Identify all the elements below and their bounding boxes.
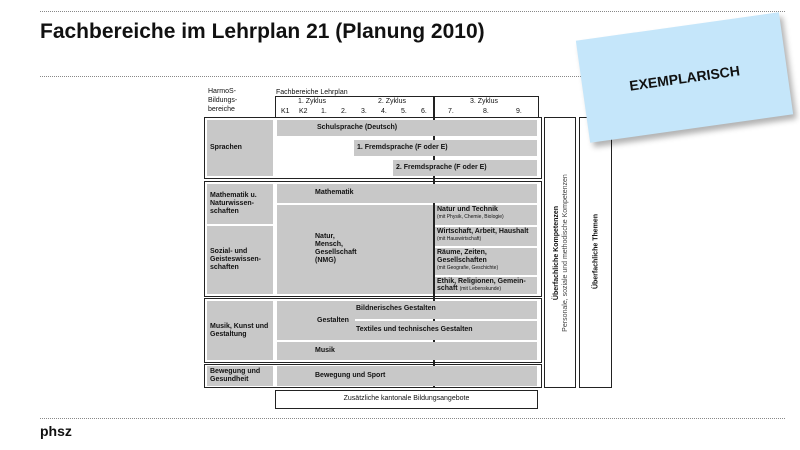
fremdsprache-1-bar: 1. Fremdsprache (F oder E) <box>354 140 537 156</box>
harmos-header-3: bereiche <box>208 106 235 113</box>
grade-label: 8. <box>483 108 489 115</box>
grade-label: K2 <box>299 108 308 115</box>
slide-title: Fachbereiche im Lehrplan 21 (Planung 2010) <box>40 20 485 43</box>
grade-label: 4. <box>381 108 387 115</box>
grade-label: 2. <box>341 108 347 115</box>
sticky-note <box>576 12 793 143</box>
title-divider <box>40 76 585 77</box>
kompetenzen-sub: Personale, soziale und methodische Kompetenzen <box>562 174 569 332</box>
wah-sub: (mit Hauswirtschaft) <box>437 236 482 242</box>
grade-label: 3. <box>361 108 367 115</box>
wah-cell <box>435 227 537 246</box>
mathematik-bar: Mathematik <box>277 184 537 203</box>
gestalten-bar: Gestalten <box>277 301 355 340</box>
themen-box <box>579 117 612 388</box>
zyklus-2: 2. Zyklus <box>378 98 407 105</box>
grade-label: 5. <box>401 108 407 115</box>
schulsprache-bar: Schulsprache (Deutsch) <box>277 120 537 136</box>
erg-sub: (mit Lebenskunde) <box>459 286 501 292</box>
sprachen-label: Sprachen <box>207 120 273 176</box>
sozial-label: Sozial- und Geisteswissen-schaften <box>207 226 273 294</box>
kompetenzen-title: Überfachliche Kompetenzen <box>553 205 560 301</box>
kompetenzen-text <box>552 133 570 373</box>
rzg-label: Räume, Zeiten, Gesellschaften <box>437 249 487 264</box>
kompetenzen-box <box>544 117 576 388</box>
grade-label: 1. <box>321 108 327 115</box>
musik-bar: Musik <box>277 342 537 360</box>
textil-bar: Textiles und technisches Gestalten <box>355 321 537 340</box>
top-divider <box>40 11 785 12</box>
grade-label: K1 <box>281 108 290 115</box>
rzg-cell <box>435 248 537 275</box>
kantonal-box: Zusätzliche kantonale Bildungsangebote <box>275 390 538 409</box>
sticky-note-text: EXEMPLARISCH <box>628 61 741 94</box>
harmos-header-2: Bildungs- <box>208 97 238 104</box>
bildnerisch-bar: Bildnerisches Gestalten <box>355 301 537 319</box>
nmg-bar: Natur, Mensch, Gesellschaft (NMG) <box>277 205 433 294</box>
grade-label: 6. <box>421 108 427 115</box>
zyklus-1: 1. Zyklus <box>298 98 327 105</box>
nt-label: Natur und Technik <box>437 206 498 213</box>
footer-logo: phsz <box>40 423 72 439</box>
wah-label: Wirtschaft, Arbeit, Haushalt <box>437 228 529 235</box>
fachbereiche-header: Fachbereiche Lehrplan <box>276 89 348 96</box>
grade-label: 7. <box>448 108 454 115</box>
sport-bar: Bewegung und Sport <box>277 366 537 386</box>
grade-label: 9. <box>516 108 522 115</box>
mathematik-label: Mathematik u. Naturwissen-schaften <box>207 184 273 224</box>
rzg-sub: (mit Geografie, Geschichte) <box>437 265 499 271</box>
zyklus-3: 3. Zyklus <box>470 98 499 105</box>
erg-cell <box>435 277 537 294</box>
fremdsprache-2-bar: 2. Fremdsprache (F oder E) <box>393 160 537 176</box>
themen-text: Überfachliche Themen <box>592 213 600 290</box>
nt-sub: (mit Physik, Chemie, Biologie) <box>437 214 504 220</box>
musik-label: Musik, Kunst und Gestaltung <box>207 301 273 360</box>
bottom-divider <box>40 418 785 419</box>
natur-technik-cell <box>435 205 537 225</box>
bewegung-label: Bewegung und Gesundheit <box>207 366 273 386</box>
erg-label: Ethik, Religionen, Gemein-schaft <box>437 278 526 292</box>
harmos-header-1: HarmoS- <box>208 88 237 95</box>
